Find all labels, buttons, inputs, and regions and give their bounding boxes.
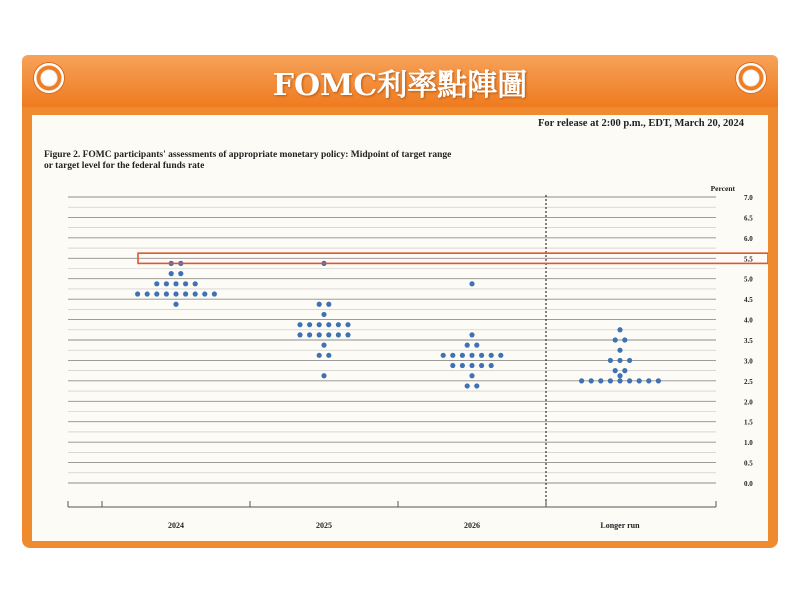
dot-2024 bbox=[173, 291, 178, 296]
dot-longer-run bbox=[627, 358, 632, 363]
dot-2024 bbox=[212, 291, 217, 296]
y-tick-label: 4.0 bbox=[744, 316, 753, 325]
dot-2024 bbox=[193, 291, 198, 296]
y-tick-label: 0.5 bbox=[744, 459, 753, 468]
dot-2024 bbox=[173, 302, 178, 307]
slide-title: FOMC利率點陣圖 bbox=[272, 68, 528, 103]
y-tick-label: 4.5 bbox=[744, 296, 753, 305]
y-tick-label: 1.0 bbox=[744, 439, 753, 448]
dot-longer-run bbox=[656, 378, 661, 383]
dot-2026 bbox=[469, 363, 474, 368]
dot-longer-run bbox=[637, 378, 642, 383]
y-tick-label: 1.5 bbox=[744, 418, 753, 427]
percent-label: Percent bbox=[710, 184, 735, 193]
dot-2026 bbox=[460, 363, 465, 368]
dot-2025 bbox=[317, 332, 322, 337]
dot-plot-chart bbox=[32, 115, 768, 541]
dot-longer-run bbox=[627, 378, 632, 383]
dot-2026 bbox=[469, 373, 474, 378]
title-banner bbox=[22, 55, 778, 107]
dot-2026 bbox=[489, 363, 494, 368]
dot-2025 bbox=[326, 322, 331, 327]
dot-2026 bbox=[460, 353, 465, 358]
dot-longer-run bbox=[622, 368, 627, 373]
dot-2025 bbox=[336, 322, 341, 327]
dot-2026 bbox=[465, 383, 470, 388]
dot-2024 bbox=[173, 281, 178, 286]
dot-2024 bbox=[193, 281, 198, 286]
orange-frame bbox=[22, 107, 778, 548]
dot-longer-run bbox=[608, 378, 613, 383]
dot-2025 bbox=[317, 322, 322, 327]
dot-2026 bbox=[469, 281, 474, 286]
release-line: For release at 2:00 p.m., EDT, March 20, 2024 bbox=[538, 118, 744, 129]
dot-2025 bbox=[336, 332, 341, 337]
dot-longer-run bbox=[617, 348, 622, 353]
x-category-label: 2024 bbox=[168, 521, 184, 530]
dot-longer-run bbox=[617, 378, 622, 383]
dot-2026 bbox=[498, 353, 503, 358]
y-tick-label: 6.5 bbox=[744, 214, 753, 223]
y-tick-label: 7.0 bbox=[744, 194, 753, 202]
dot-2024 bbox=[145, 291, 150, 296]
dot-longer-run bbox=[589, 378, 594, 383]
x-category-label: 2025 bbox=[316, 521, 332, 530]
dot-2026 bbox=[441, 353, 446, 358]
y-tick-label: 5.5 bbox=[744, 255, 753, 264]
dot-2024 bbox=[164, 291, 169, 296]
dot-2025 bbox=[345, 322, 350, 327]
dot-longer-run bbox=[646, 378, 651, 383]
dot-2025 bbox=[297, 332, 302, 337]
y-tick-label: 2.5 bbox=[744, 377, 753, 386]
figure-caption-line-2: or target level for the federal funds rate bbox=[44, 161, 205, 171]
dot-longer-run bbox=[579, 378, 584, 383]
dot-2025 bbox=[297, 322, 302, 327]
dot-2024 bbox=[164, 281, 169, 286]
dot-2026 bbox=[450, 363, 455, 368]
dot-2026 bbox=[469, 332, 474, 337]
dot-2025 bbox=[317, 302, 322, 307]
dot-2025 bbox=[326, 353, 331, 358]
dot-2025 bbox=[307, 332, 312, 337]
dot-longer-run bbox=[617, 358, 622, 363]
y-tick-label: 2.0 bbox=[744, 398, 753, 407]
dot-2025 bbox=[317, 353, 322, 358]
dot-2026 bbox=[489, 353, 494, 358]
dot-2025 bbox=[326, 332, 331, 337]
dot-2024 bbox=[154, 291, 159, 296]
y-tick-label: 0.0 bbox=[744, 480, 753, 488]
document-panel bbox=[32, 115, 768, 541]
dot-2024 bbox=[202, 291, 207, 296]
dot-2026 bbox=[474, 343, 479, 348]
ring-right-icon bbox=[736, 63, 766, 93]
dot-longer-run bbox=[608, 358, 613, 363]
dot-2025 bbox=[345, 332, 350, 337]
dot-longer-run bbox=[613, 368, 618, 373]
x-category-label: Longer run bbox=[600, 521, 640, 530]
dot-2026 bbox=[479, 353, 484, 358]
dot-2025 bbox=[321, 373, 326, 378]
dot-2024 bbox=[183, 281, 188, 286]
dot-2025 bbox=[326, 302, 331, 307]
dot-longer-run bbox=[617, 373, 622, 378]
dot-2026 bbox=[450, 353, 455, 358]
dot-longer-run bbox=[617, 327, 622, 332]
dot-2026 bbox=[479, 363, 484, 368]
y-tick-label: 3.5 bbox=[744, 337, 753, 345]
y-tick-label: 6.0 bbox=[744, 234, 753, 243]
dot-longer-run bbox=[613, 337, 618, 342]
dot-2024 bbox=[169, 271, 174, 276]
dot-2025 bbox=[321, 343, 326, 348]
dot-2026 bbox=[465, 343, 470, 348]
dot-2024 bbox=[183, 291, 188, 296]
figure-caption-line-1: Figure 2. FOMC participants' assessments of appropriate monetary policy: Midpoint of target range bbox=[44, 150, 452, 160]
dot-longer-run bbox=[622, 337, 627, 342]
dot-2024 bbox=[154, 281, 159, 286]
dot-2024 bbox=[135, 291, 140, 296]
y-tick-label: 5.0 bbox=[744, 275, 753, 284]
dot-2026 bbox=[474, 383, 479, 388]
dot-2025 bbox=[321, 312, 326, 317]
dot-longer-run bbox=[598, 378, 603, 383]
x-category-label: 2026 bbox=[464, 521, 480, 530]
slide bbox=[22, 55, 778, 548]
dot-2024 bbox=[178, 271, 183, 276]
dot-2026 bbox=[469, 353, 474, 358]
y-tick-label: 3.0 bbox=[744, 357, 753, 366]
dot-2025 bbox=[307, 322, 312, 327]
